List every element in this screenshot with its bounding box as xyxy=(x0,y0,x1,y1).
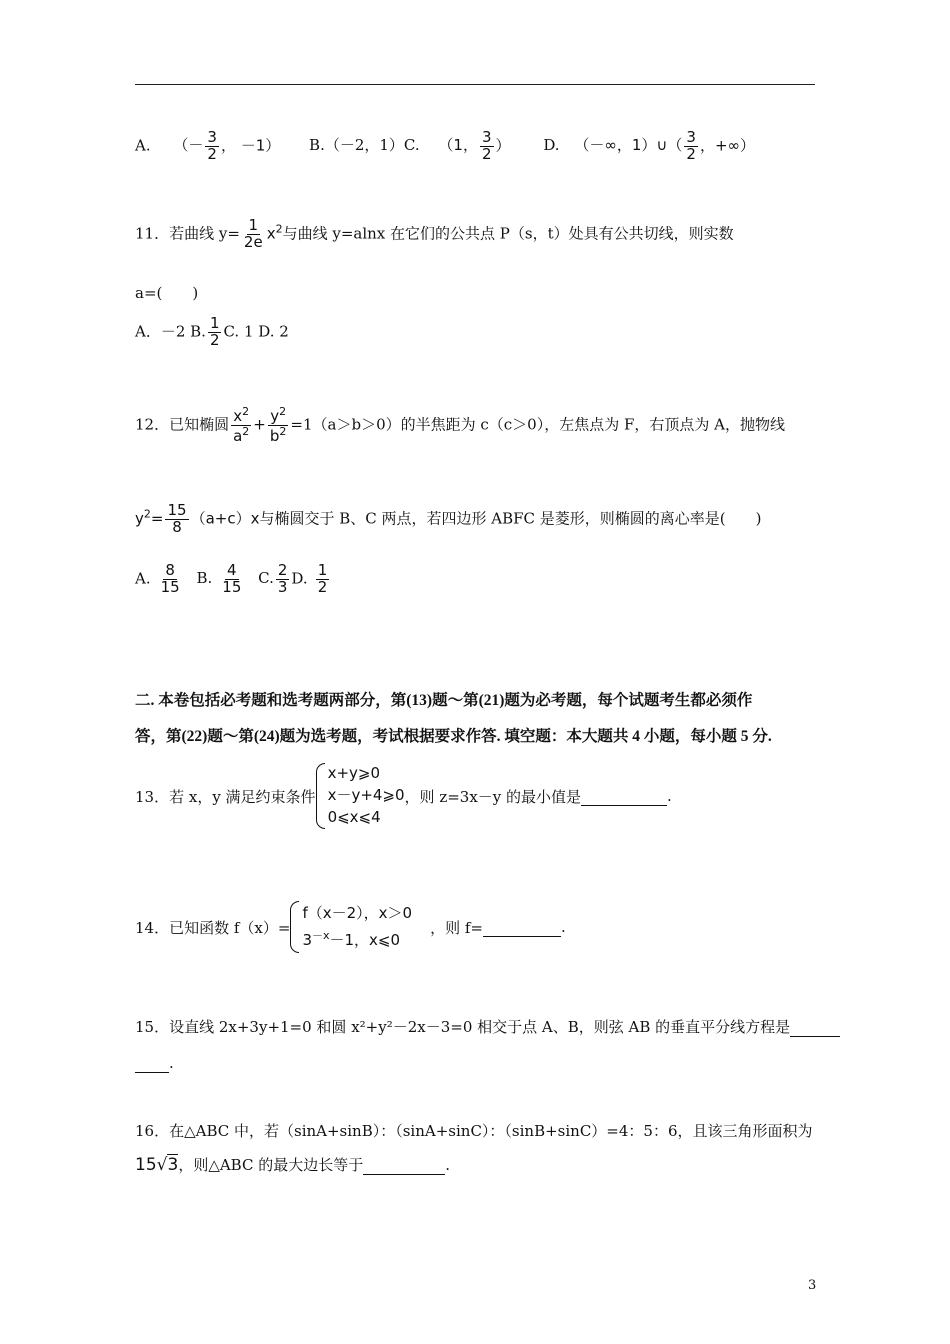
q16-answer-blank xyxy=(363,1156,445,1175)
q15-stem xyxy=(135,1016,840,1037)
q16-coefficient: 15 xyxy=(135,1155,157,1175)
q10-option-a-fraction: $\frac{3}{2}$ xyxy=(207,128,217,163)
q15-end: . xyxy=(169,1054,174,1072)
section2-heading-line1: 二. 本卷包括必考题和选考题两部分，第(13)题～第(21)题为必考题，每个试题考生都必须作 xyxy=(135,692,753,709)
q11-stem-post: 与曲线 y=alnx 在它们的公共点 P（s，t）处具有公共切线，则实数 xyxy=(282,224,734,243)
q12-l2-y: y xyxy=(135,509,144,528)
q12-l2-post: （a+c）x xyxy=(190,509,260,528)
q13-end: . xyxy=(667,787,672,805)
q12-option-a-fraction: $\frac{8}{15}$ xyxy=(160,561,180,596)
q11-stem-pre: 11．若曲线 y= xyxy=(135,224,240,243)
q15-answer-blank-2 xyxy=(135,1054,169,1073)
q16-end: . xyxy=(445,1156,451,1174)
q15-line2 xyxy=(135,1054,174,1073)
q10-option-c-post: ） xyxy=(495,136,511,155)
section2-heading-line2: 答，第(22)题～第(24)题为选考题，考试根据要求作答. 填空题：本大题共 4 小题，每小题 5 分. xyxy=(135,728,772,745)
q10-option-d-post: ，+∞） xyxy=(699,136,756,155)
q13-post: ，则 z=3x－y 的最小值是 xyxy=(404,787,582,806)
q10-option-c-pre: （1， xyxy=(438,136,478,155)
q12-option-d-label: D. xyxy=(291,569,308,588)
q12-option-c-label: C. xyxy=(258,569,274,588)
q12-l2-fraction: $\frac{15}{8}$ xyxy=(167,501,187,536)
q12-option-c-fraction: $\frac{2}{3}$ xyxy=(277,561,288,596)
q16-line2: 15√3，则△ABC 的最大边长等于 . xyxy=(135,1155,451,1175)
q16-line2-text: ，则△ABC 的最大边长等于 xyxy=(178,1156,364,1174)
q12-option-b-label: B. xyxy=(196,569,213,588)
q11-x: x xyxy=(266,224,276,243)
q14-stem: 14．已知函数 f（x）= xyxy=(135,918,291,937)
q16-root: 3 xyxy=(167,1155,179,1175)
q11-stem xyxy=(135,218,734,251)
q11-fraction: $\frac{1}{2e}$ xyxy=(243,216,263,251)
q12-stem xyxy=(135,406,785,445)
page-number: 3 xyxy=(808,1278,817,1293)
header-rule xyxy=(135,84,815,85)
q14 xyxy=(135,892,566,962)
q11-options xyxy=(135,316,289,349)
q12-line2 xyxy=(135,503,761,536)
q12-option-a-label: A. xyxy=(135,569,151,588)
q13-constraint-3: 0⩽x⩽4 xyxy=(327,807,381,826)
q12-fraction-y: $\frac{y^2}{b^2}$ xyxy=(269,405,287,445)
q12-stem-mid: =1（a＞b＞0）的半焦距为 c（c＞0），左焦点为 F，右顶点为 A，抛物线 xyxy=(290,415,785,434)
q13-answer-blank xyxy=(581,787,667,806)
q12-l2-exp: 2 xyxy=(143,507,151,521)
q12-l2-text: 与椭圆交于 B、C 两点，若四边形 ABFC 是菱形，则椭圆的离心率是( ) xyxy=(259,509,762,528)
q14-answer-blank xyxy=(483,918,561,937)
q10-option-a-pre: （－ xyxy=(173,136,204,155)
q10-option-b: B.（－2，1）C. xyxy=(309,136,420,155)
q10-option-a-label: A. xyxy=(135,136,151,155)
q12-l2-eq: = xyxy=(150,509,164,528)
q13-constraint-system xyxy=(316,763,405,828)
q11-option-a: A．－2 B. xyxy=(135,322,206,341)
q12-plus: + xyxy=(253,415,266,434)
q15-answer-blank-1 xyxy=(790,1018,840,1037)
q12-option-b-fraction: $\frac{4}{15}$ xyxy=(222,561,242,596)
q13 xyxy=(135,756,672,836)
q14-case-2: $3^{-x}-1$，x⩽0 xyxy=(302,928,401,949)
q11-options-rest: C. 1 D. 2 xyxy=(223,322,289,341)
q10-options xyxy=(135,130,755,163)
q10-option-d-pre: （－∞，1）∪（ xyxy=(574,136,683,155)
q11-option-b-fraction: $\frac{1}{2}$ xyxy=(209,314,220,349)
q10-option-c-fraction: $\frac{3}{2}$ xyxy=(481,128,492,163)
q13-stem: 13．若 x，y 满足约束条件 xyxy=(135,787,316,806)
q16-stem: 16．在△ABC 中，若（sinA+sinB）：（sinA+sinC）：（sinB+sinC）=4：5：6，且该三角形面积为 xyxy=(135,1122,813,1140)
q15-stem-text: 15．设直线 2x+3y+1=0 和圆 x²+y²－2x－3=0 相交于点 A、B，则弦 AB 的垂直平分线方程是 xyxy=(135,1018,791,1036)
q14-post: ，则 f= xyxy=(430,918,483,937)
q11-line2: a=( ) xyxy=(135,284,199,302)
q10-option-a-post: ， －1） xyxy=(220,136,281,155)
q10-option-d-label: D. xyxy=(543,136,560,155)
q12-fraction-x: $\frac{x^2}{a^2}$ xyxy=(233,405,250,445)
q14-brace xyxy=(290,901,299,953)
q12-option-d-fraction: $\frac{1}{2}$ xyxy=(317,561,328,596)
q12-stem-pre: 12．已知椭圆 xyxy=(135,415,230,434)
q11-exponent: 2 xyxy=(275,222,283,236)
q14-end: . xyxy=(560,918,566,936)
q14-piecewise xyxy=(290,901,412,953)
q13-constraint-1: x+y⩾0 xyxy=(327,764,380,783)
q13-constraint-2: x－y+4⩾0 xyxy=(327,786,405,805)
q14-case-1: f（x－2），x＞0 xyxy=(302,904,413,922)
q10-option-d-fraction: $\frac{3}{2}$ xyxy=(686,128,696,163)
q13-brace xyxy=(316,763,325,828)
q12-options xyxy=(135,563,331,596)
